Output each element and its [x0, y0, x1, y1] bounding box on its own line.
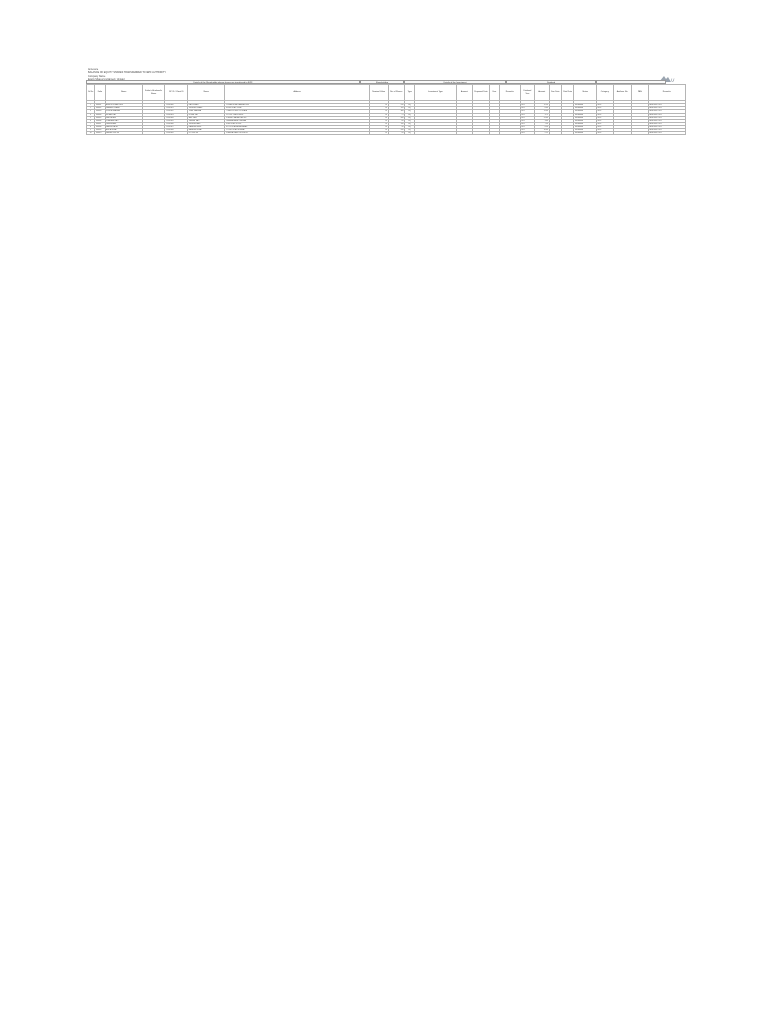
table-cell: 2.25 — [535, 132, 549, 135]
table-cell: 4 — [87, 113, 95, 116]
table-cell: IN3002 — [95, 107, 105, 110]
table-cell: IEPF — [597, 119, 614, 122]
table-cell: Unclaimed — [574, 116, 597, 119]
column-group-header: Shareholding — [360, 80, 404, 84]
table-cell: 9 NEHRU NAGAR JAIPUR — [225, 116, 370, 119]
table-cell: 2011 — [520, 110, 534, 113]
table-cell: 3.00 — [535, 119, 549, 122]
column-number: 9 — [388, 101, 405, 104]
column-group-header: Details of the Shareholder whose shares are transferred to IEPF — [86, 80, 360, 84]
table-cell: SANJAY GUPTA — [105, 132, 142, 135]
table-cell: RAMESH CHAND — [105, 107, 142, 110]
table-cell: KAVITA JAIN — [105, 116, 142, 119]
column-number: 11 — [415, 101, 456, 104]
table-cell: IEPF — [597, 132, 614, 135]
table-cell: 3.75 — [535, 113, 549, 116]
table-cell: 22 CIVIL LINES DELHI — [225, 113, 370, 116]
column-header: Address — [225, 85, 370, 101]
table-cell: EQ — [405, 116, 415, 119]
table-cell: ASHOK KUMAR DEVI — [105, 104, 142, 107]
table-cell: IN3003 — [95, 110, 105, 113]
column-number: 5 — [165, 101, 188, 104]
table-cell: IEPF — [597, 110, 614, 113]
table-cell: SUNITA SHARMA — [105, 110, 142, 113]
table-cell: 5 — [87, 116, 95, 119]
column-header: Dividend Year — [520, 85, 534, 101]
table-cell — [499, 132, 520, 135]
column-header: Amount — [456, 85, 473, 101]
header-line: BALANCE OF EQUITY SHARES TRANSFERRED TO IEPF AUTHORITY — [88, 71, 166, 75]
table-cell: 12010301 — [165, 107, 188, 110]
table-cell: 12010303 — [165, 113, 188, 116]
table-cell: 2011 — [520, 122, 534, 125]
table-cell: 12010306 — [165, 122, 188, 125]
table-cell: 7.50 — [535, 122, 549, 125]
table-cell: 75 — [388, 113, 405, 116]
table-cell: 10 — [369, 107, 388, 110]
column-header: No. of Shares — [388, 85, 405, 101]
column-number: 17 — [535, 101, 549, 104]
table-cell: 60 — [388, 119, 405, 122]
table-cell: EQ — [405, 110, 415, 113]
table-cell: IN3004 — [95, 113, 105, 116]
table-cell: 2 — [87, 107, 95, 110]
table-cell: 2011 — [520, 113, 534, 116]
column-number: 15 — [499, 101, 520, 104]
table-cell: 3 MG ROAD KOCHI — [225, 122, 370, 125]
table-cell: EQ — [405, 104, 415, 107]
table-cell: 90 — [388, 126, 405, 129]
table-cell: 12 MAIN ROAD BANGALORE — [225, 104, 370, 107]
table-cell: 4.50 — [535, 126, 549, 129]
table-cell: VENKAT RAO — [188, 119, 225, 122]
table-cell: 12010302 — [165, 110, 188, 113]
column-number: 22 — [613, 101, 632, 104]
header-line: Annexure — [88, 68, 99, 71]
table-cell: REMOVED 2021 — [648, 129, 685, 132]
table-cell: 2011 — [520, 104, 534, 107]
column-number: 10 — [405, 101, 415, 104]
table-cell: 12010307 — [165, 126, 188, 129]
column-header: Paid Date — [561, 85, 573, 101]
column-header: Year — [489, 85, 499, 101]
company-logo — [658, 70, 684, 83]
table-cell: ANIL JAIN — [188, 116, 225, 119]
table-cell: 12010304 — [165, 116, 188, 119]
table-cell: 41 CG ROAD AHMEDABAD — [225, 126, 370, 129]
column-number: 4 — [142, 101, 165, 104]
table-cell: Unclaimed — [574, 126, 597, 129]
table-cell: EQ — [405, 126, 415, 129]
table-cell — [415, 132, 456, 135]
column-header: Nominal Value — [369, 85, 388, 101]
table-cell: REMOVED 2021 — [648, 110, 685, 113]
column-number: 23 — [632, 101, 649, 104]
table-cell: 10 — [369, 104, 388, 107]
column-header: Name — [188, 85, 225, 101]
column-number: 18 — [549, 101, 561, 104]
table-cell: 2011 — [520, 129, 534, 132]
table-cell: Unclaimed — [574, 129, 597, 132]
table-cell: 45 — [388, 132, 405, 135]
table-cell: 9 — [87, 129, 95, 132]
column-number: 14 — [489, 101, 499, 104]
table-cell — [489, 132, 499, 135]
table-cell: 2011 — [520, 116, 534, 119]
table-cell: 10 — [87, 132, 95, 135]
column-header: Aadhaar No. — [613, 85, 632, 101]
table-cell: 10 — [369, 119, 388, 122]
table-cell: 10 — [369, 116, 388, 119]
table-cell: REMOVED 2021 — [648, 107, 685, 110]
column-header: Remarks — [648, 85, 685, 101]
table-cell: IEPF — [597, 116, 614, 119]
column-header: Status — [574, 85, 597, 101]
table-cell: 10 — [369, 129, 388, 132]
table-cell: IEPF — [597, 113, 614, 116]
table-cell: Unclaimed — [574, 110, 597, 113]
column-number: 1 — [87, 101, 95, 104]
table-cell: IN3005 — [95, 116, 105, 119]
table-cell: EQ — [405, 113, 415, 116]
table-header-row — [87, 85, 686, 101]
column-header: Sr No — [87, 85, 95, 101]
table-cell — [549, 132, 561, 135]
column-header: Type — [405, 85, 415, 101]
table-cell: 10 — [369, 113, 388, 116]
table-cell: Unclaimed — [574, 104, 597, 107]
table-cell: PRAKASH RAO — [105, 119, 142, 122]
column-number: 2 — [95, 101, 105, 104]
table-cell: 18 ANNA SALAI CHENNAI — [225, 119, 370, 122]
table-cell: EQ — [405, 129, 415, 132]
table-cell: VIJAY SHARMA — [188, 110, 225, 113]
table-cell: 300 — [388, 110, 405, 113]
table-cell: REMOVED 2021 — [648, 132, 685, 135]
table-cell — [632, 132, 649, 135]
column-header: Remarks — [499, 85, 520, 101]
table-cell: 5 HAZRATGANJ LUCKNOW — [225, 132, 370, 135]
table-cell: 25.00 — [535, 116, 549, 119]
table-cell: 2011 — [520, 107, 534, 110]
table-cell: HARISH PATEL — [105, 126, 142, 129]
table-cell: EQ — [405, 122, 415, 125]
table-cell — [473, 132, 490, 135]
table-cell: 150 — [388, 122, 405, 125]
table-cell: 15.00 — [535, 110, 549, 113]
table-cell: IEPF — [597, 129, 614, 132]
table-cell: Unclaimed — [574, 107, 597, 110]
table-cell: REMOVED 2021 — [648, 122, 685, 125]
header-line: Company Name — [88, 74, 106, 78]
column-number: 12 — [456, 101, 473, 104]
table-cell: SURESH NAIR — [188, 122, 225, 125]
table-cell: IN3007 — [95, 122, 105, 125]
column-header: Amount — [535, 85, 549, 101]
column-header: Folio — [95, 85, 105, 101]
column-number: 21 — [597, 101, 614, 104]
table-cell: 2011 — [520, 119, 534, 122]
column-number: 7 — [225, 101, 370, 104]
table-cell: 250 — [388, 104, 405, 107]
table-cell: 7 — [87, 122, 95, 125]
table-cell: 12010309 — [165, 132, 188, 135]
table-cell: IN3008 — [95, 126, 105, 129]
table-cell: 10 — [369, 110, 388, 113]
table-cell: Unclaimed — [574, 122, 597, 125]
column-header: Category — [597, 85, 614, 101]
table-cell: 45 MG ROAD PUNE — [225, 107, 370, 110]
table-cell — [613, 132, 632, 135]
table-cell: IN3009 — [95, 129, 105, 132]
table-row — [87, 132, 686, 135]
table-cell: 10 — [369, 126, 388, 129]
table-cell: 6 — [87, 119, 95, 122]
table-cell — [142, 132, 165, 135]
table-cell: REMOVED 2021 — [648, 104, 685, 107]
table-cell: 120 — [388, 107, 405, 110]
table-cell: DEEPA NAIR — [105, 122, 142, 125]
table-cell: 10 — [369, 122, 388, 125]
table-cell: 2011 — [520, 126, 534, 129]
table-cell: R K GUPTA — [188, 132, 225, 135]
table-cell: 1 — [87, 104, 95, 107]
table-cell: 7 PARK STREET KOLKATA — [225, 110, 370, 113]
table-cell: SURESH CHAND — [188, 107, 225, 110]
table-cell: REMOVED 2021 — [648, 126, 685, 129]
table-cell: EQ — [405, 119, 415, 122]
table-cell: Unclaimed — [574, 132, 597, 135]
column-header: Due Date — [549, 85, 561, 101]
table-cell: IN3010 — [95, 132, 105, 135]
table-cell: IN3001 — [95, 104, 105, 107]
table-cell: REMOVED 2021 — [648, 119, 685, 122]
shares-table — [86, 84, 686, 135]
table-cell: 12.50 — [535, 104, 549, 107]
column-number: 8 — [369, 101, 388, 104]
table-cell: MOHAN LAL — [105, 113, 142, 116]
table-cell: 8.00 — [535, 107, 549, 110]
column-group-header: Dividend — [506, 80, 596, 84]
table-cell: Unclaimed — [574, 119, 597, 122]
table-cell: EQ — [405, 132, 415, 135]
column-number: 6 — [188, 101, 225, 104]
table-cell: RAMESH PATEL — [188, 126, 225, 129]
table-cell: REMOVED 2021 — [648, 116, 685, 119]
column-number: 13 — [473, 101, 490, 104]
column-header: Investment Type — [415, 85, 456, 101]
table-cell: 500 — [388, 116, 405, 119]
table-cell: IEPF — [597, 104, 614, 107]
table-cell: GOPAL LAL — [188, 113, 225, 116]
column-header: Father's/Husband's Name — [142, 85, 165, 101]
table-cell: 8 — [87, 126, 95, 129]
table-cell: 11 LINK ROAD MUMBAI — [225, 129, 370, 132]
column-number: 20 — [574, 101, 597, 104]
table-cell: REMOVED 2021 — [648, 113, 685, 116]
table-cell: MAHESH DESAI — [188, 129, 225, 132]
column-header: DP ID / Client ID — [165, 85, 188, 101]
table-cell: 10 — [369, 132, 388, 135]
table-cell: 10.00 — [535, 129, 549, 132]
table-cell: 3 — [87, 110, 95, 113]
table-cell: 12010305 — [165, 119, 188, 122]
svg-text:U: U — [671, 77, 675, 83]
table-cell — [561, 132, 573, 135]
column-number: 16 — [520, 101, 534, 104]
table-cell: 2011 — [520, 132, 534, 135]
table-cell: 12010308 — [165, 129, 188, 132]
column-group-header: Details of the Investment — [404, 80, 506, 84]
table-cell — [456, 132, 473, 135]
table-cell: ANITA DESAI — [105, 129, 142, 132]
table-cell: IEPF — [597, 122, 614, 125]
table-cell: 12010300 — [165, 104, 188, 107]
table-cell: EQ — [405, 107, 415, 110]
table-cell: IEPF — [597, 107, 614, 110]
table-cell: Unclaimed — [574, 113, 597, 116]
column-header: PAN — [632, 85, 649, 101]
column-header: Name — [105, 85, 142, 101]
column-number: 24 — [648, 101, 685, 104]
table-cell: 200 — [388, 129, 405, 132]
table-cell: RAJ KUMAR — [188, 104, 225, 107]
table-cell: IN3006 — [95, 119, 105, 122]
table-cell: IEPF — [597, 126, 614, 129]
column-number: 3 — [105, 101, 142, 104]
column-number: 19 — [561, 101, 573, 104]
column-header: Proposed Date — [473, 85, 490, 101]
